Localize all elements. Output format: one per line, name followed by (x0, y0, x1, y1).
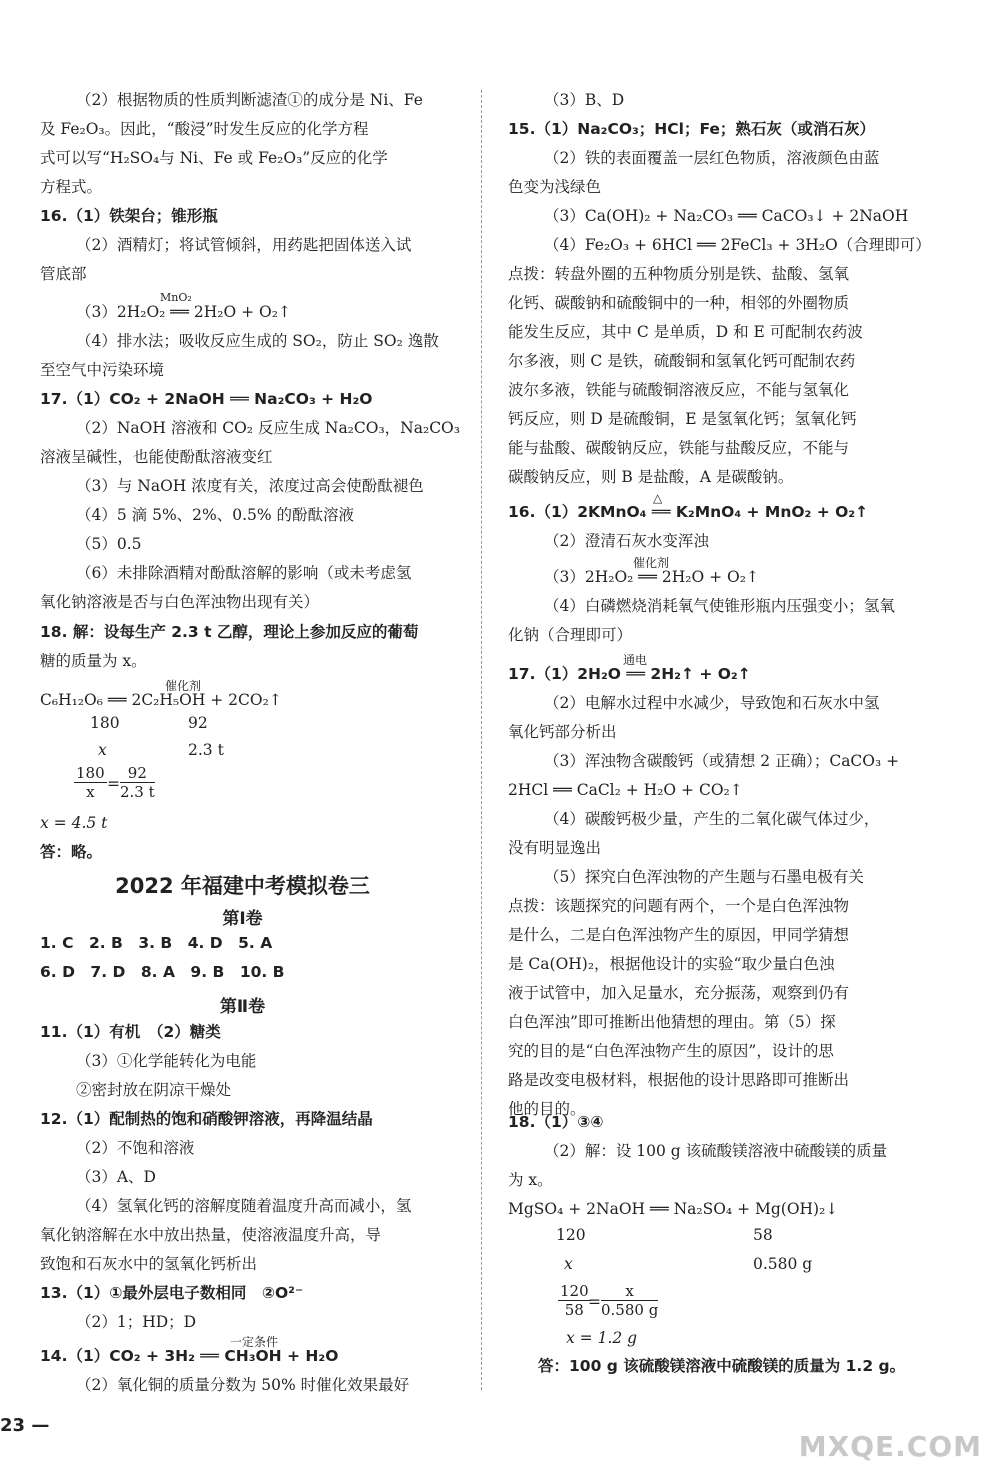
text-line: （2）NaOH 溶液和 CO₂ 反应生成 Na₂CO₃，Na₂CO₃ (76, 419, 460, 437)
reaction-condition: 一定条件 (230, 1335, 279, 1349)
reaction-condition: △ (653, 491, 663, 505)
text-line: （5）0.5 (76, 535, 142, 553)
text-line: ②密封放在阴凉干燥处 (76, 1081, 232, 1099)
text-line: （3）A、D (76, 1168, 156, 1186)
denominator: 2.3 t (120, 783, 155, 801)
equation: （3）Ca(OH)₂ + Na₂CO₃ ══ CaCO₃↓ + 2NaOH (544, 207, 909, 225)
result: x = 1.2 g (566, 1329, 638, 1347)
text-line: 他的目的。 (508, 1100, 586, 1118)
question-11: 11.（1）有机 （2）糖类 (40, 1023, 221, 1041)
column-divider (481, 90, 482, 1390)
question-16: 16.（1）铁架台；锥形瓶 (40, 207, 218, 225)
question-12: 12.（1）配制热的饱和硝酸钾溶液，再降温结晶 (40, 1110, 373, 1128)
equation: （4）Fe₂O₃ + 6HCl ══ 2FeCl₃ + 3H₂O（合理即可） (544, 236, 931, 254)
equation: 2HCl ══ CaCl₂ + H₂O + CO₂↑ (508, 781, 743, 799)
text-line: （2）酒精灯；将试管倾斜，用药匙把固体送入试 (76, 236, 412, 254)
equation: MgSO₄ + 2NaOH ══ Na₂SO₄ + Mg(OH)₂↓ (508, 1200, 839, 1218)
answer: 答：100 g 该硫酸镁溶液中硫酸镁的质量为 1.2 g。 (538, 1357, 906, 1375)
text-line: （2）解：设 100 g 该硫酸镁溶液中硫酸镁的质量 (544, 1142, 888, 1160)
text-line: 致饱和石灰水中的氢氧化钙析出 (40, 1255, 258, 1273)
watermark: MXQE.COM (798, 1430, 982, 1463)
numerator: 92 (120, 764, 155, 783)
question-14: 14.（1）CO₂ + 3H₂ ══ CH₃OH + H₂O (40, 1347, 339, 1365)
text-line: 路是改变电极材料，根据他的设计思路即可推断出 (508, 1071, 850, 1089)
text-line: 是什么，二是白色浑浊物产生的原因，甲同学猜想 (508, 926, 850, 944)
text-line: 能与盐酸、碳酸钠反应，铁能与盐酸反应，不能与 (508, 439, 850, 457)
text-line: 氧化钙部分析出 (508, 723, 617, 741)
text-line: （3）①化学能转化为电能 (76, 1052, 257, 1070)
text-line: 钙反应，则 D 是硫酸铜，E 是氢氧化钙；氢氧化钙 (508, 410, 857, 428)
fraction (558, 1282, 591, 1319)
text-line: 为 x。 (508, 1171, 553, 1189)
calc-value: 180 (90, 714, 120, 732)
text-line: 至空气中污染环境 (40, 361, 165, 379)
result: x = 4.5 t (40, 814, 108, 832)
text-line: 氧化钠溶解在水中放出热量，使溶液温度升高，导 (40, 1226, 382, 1244)
text-line: （6）未排除酒精对酚酞溶解的影响（或未考虑氢 (76, 564, 412, 582)
text-line: （2）澄清石灰水变浑浊 (544, 532, 709, 550)
numerator: 120 (560, 1282, 589, 1300)
equation: （3）2H₂O₂ ══ 2H₂O + O₂↑ (76, 303, 291, 321)
text-line: 白色浑浊”即可推断出他猜想的理由。第（5）探 (508, 1013, 836, 1031)
reaction-condition: 通电 (623, 653, 648, 667)
text-line: 化钠（合理即可） (508, 626, 633, 644)
equals-sign: = (107, 775, 120, 793)
part-2-heading: 第Ⅱ卷 (219, 997, 266, 1017)
denominator: x (86, 783, 95, 801)
question-15: 15.（1）Na₂CO₃；HCl；Fe；熟石灰（或消石灰） (508, 120, 875, 138)
text-line: 色变为浅绿色 (508, 178, 602, 196)
text-line: 糖的质量为 x。 (40, 652, 147, 670)
question-18: 18. 解：设每生产 2.3 t 乙醇，理论上参加反应的葡萄 (40, 623, 419, 641)
denominator: 0.580 g (601, 1301, 659, 1319)
tip-line: 点拨：该题探究的问题有两个，一个是白色浑浊物 (508, 897, 850, 915)
equals-sign: = (588, 1293, 601, 1311)
text-line: （4）5 滴 5%、2%、0.5% 的酚酞溶液 (76, 506, 355, 524)
equation: （3）2H₂O₂ ══ 2H₂O + O₂↑ (544, 568, 759, 586)
text-line: 式可以写“H₂SO₄与 Ni、Fe 或 Fe₂O₃”反应的化学 (40, 149, 388, 167)
tip-line: 点拨：转盘外圈的五种物质分别是铁、盐酸、氢氧 (508, 265, 850, 283)
text-line: 及 Fe₂O₃。因此，“酸浸”时发生反应的化学方程 (40, 120, 369, 138)
text-line: 管底部 (40, 265, 87, 283)
text-line: （2）电解水过程中水减少，导致饱和石灰水中氢 (544, 694, 880, 712)
question-16: 16.（1）2KMnO₄ ══ K₂MnO₄ + MnO₂ + O₂↑ (508, 503, 869, 521)
question-17: 17.（1）CO₂ + 2NaOH ══ Na₂CO₃ + H₂O (40, 390, 373, 408)
calc-value: 92 (188, 714, 208, 732)
question-17: 17.（1）2H₂O ══ 2H₂↑ + O₂↑ (508, 665, 751, 683)
calc-value: x (98, 741, 107, 759)
calc-value: x (564, 1255, 573, 1273)
equation: C₆H₁₂O₆ ══ 2C₂H₅OH + 2CO₂↑ (40, 691, 282, 709)
text-line: 氧化钠溶液是否与白色浑浊物出现有关） (40, 593, 320, 611)
mc-answers: 1. C 2. B 3. B 4. D 5. A (40, 934, 273, 952)
calc-value: 58 (753, 1226, 773, 1244)
reaction-condition: 催化剂 (633, 556, 670, 570)
text-line: （3）浑浊物含碳酸钙（或猜想 2 正确）；CaCO₃ + (544, 752, 900, 770)
text-line: 没有明显逸出 (508, 839, 602, 857)
text-line: （4）氢氧化钙的溶解度随着温度升高而减小，氢 (76, 1197, 412, 1215)
text-line: （4）白磷燃烧消耗氧气使锥形瓶内压强变小；氢氧 (544, 597, 895, 615)
text-line: 溶液呈碱性，也能使酚酞溶液变红 (40, 448, 273, 466)
text-line: 尔多液，则 C 是铁，硫酸铜和氢氧化钙可配制农药 (508, 352, 856, 370)
mc-answers: 6. D 7. D 8. A 9. B 10. B (40, 963, 285, 981)
fraction (74, 764, 107, 801)
part-1-heading: 第Ⅰ卷 (222, 909, 263, 929)
text-line: （5）探究白色浑浊物的产生题与石墨电极有关 (544, 868, 864, 886)
text-line: 化钙、碳酸钠和硫酸铜中的一种，相邻的外圈物质 (508, 294, 850, 312)
exam-title: 2022 年福建中考模拟卷三 (115, 874, 370, 898)
fraction (601, 1282, 658, 1319)
calc-value: 120 (556, 1226, 586, 1244)
numerator: 180 (76, 764, 105, 782)
calc-value: 2.3 t (188, 741, 224, 759)
reaction-condition: MnO₂ (160, 291, 192, 304)
text-line: （2）不饱和溶液 (76, 1139, 195, 1157)
text-line: 波尔多液，铁能与硫酸铜溶液反应，不能与氢氧化 (508, 381, 850, 399)
reaction-condition: 催化剂 (165, 679, 202, 693)
page-number: 23 — (0, 1415, 50, 1436)
text-line: （2）氧化铜的质量分数为 50% 时催化效果最好 (76, 1376, 410, 1394)
text-line: （4）排水法；吸收反应生成的 SO₂，防止 SO₂ 逸散 (76, 332, 439, 350)
text-line: 碳酸钠反应，则 B 是盐酸，A 是碳酸钠。 (508, 468, 794, 486)
text-line: （2）铁的表面覆盖一层红色物质，溶液颜色由蓝 (544, 149, 880, 167)
calc-value: 0.580 g (753, 1255, 813, 1273)
question-18: 18.（1）③④ (508, 1113, 604, 1131)
denominator: 58 (564, 1301, 584, 1319)
fraction (120, 764, 155, 801)
text-line: 液于试管中，加入足量水，充分振荡，观察到仍有 (508, 984, 850, 1002)
text-line: （3）与 NaOH 浓度有关，浓度过高会使酚酞褪色 (76, 477, 424, 495)
text-line: 方程式。 (40, 178, 103, 196)
text-line: （3）B、D (544, 91, 625, 109)
text-line: （2）根据物质的性质判断滤渣①的成分是 Ni、Fe (76, 91, 423, 109)
text-line: 能发生反应，其中 C 是单质，D 和 E 可配制农药波 (508, 323, 863, 341)
text-line: 究的目的是“白色浑浊物产生的原因”，设计的思 (508, 1042, 834, 1060)
text-line: （2）1；HD；D (76, 1313, 197, 1331)
numerator: x (601, 1282, 658, 1301)
answer: 答：略。 (40, 843, 103, 861)
text-line: 是 Ca(OH)₂，根据他设计的实验“取少量白色浊 (508, 955, 835, 973)
text-line: （4）碳酸钙极少量，产生的二氧化碳气体过少， (544, 810, 880, 828)
question-13: 13.（1）①最外层电子数相同 ②O²⁻ (40, 1284, 304, 1302)
